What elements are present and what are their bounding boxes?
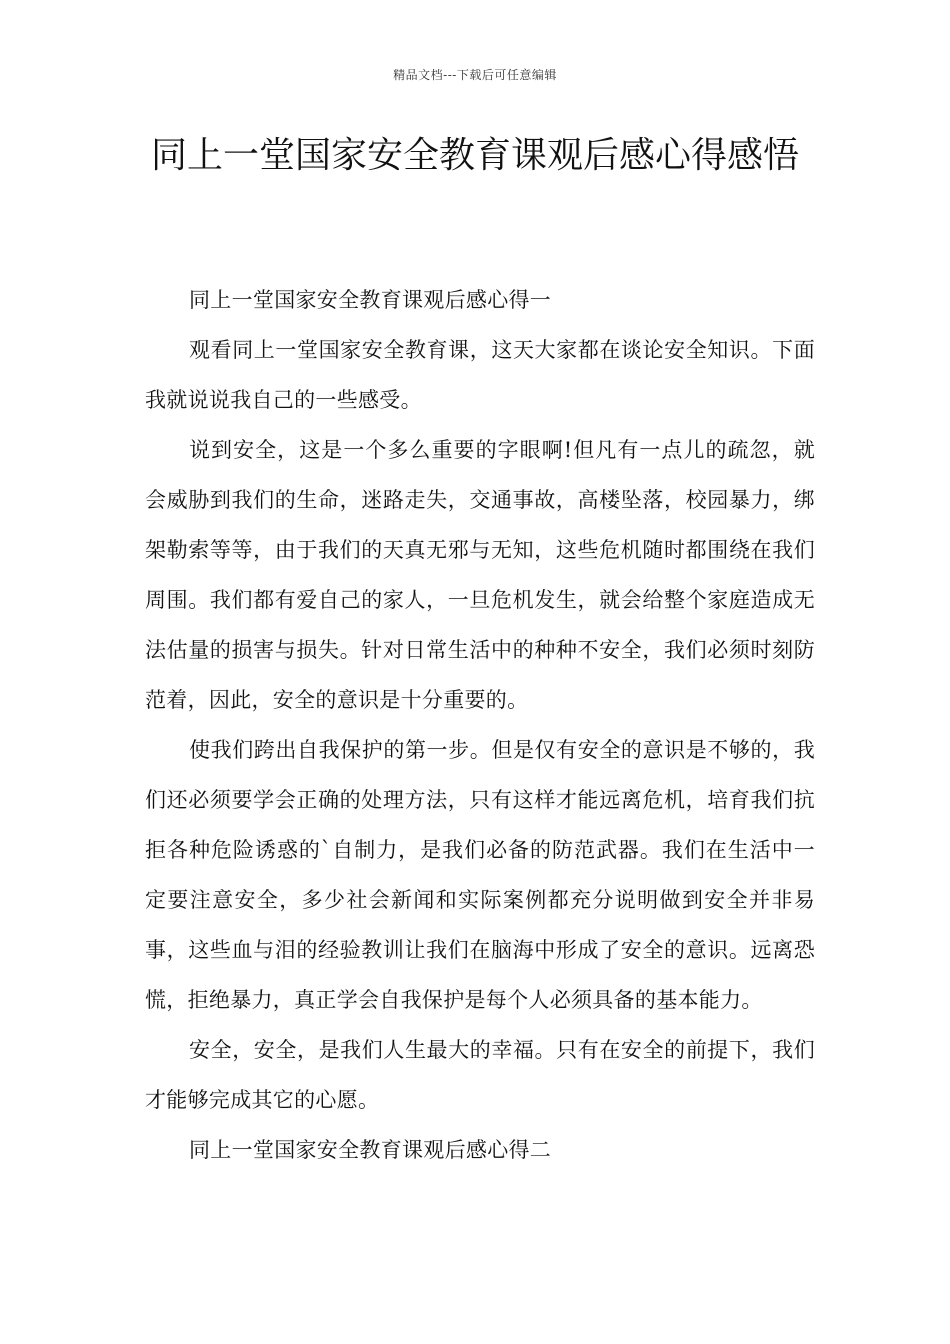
document-body [145,275,815,1175]
section-heading-2: 同上一堂国家安全教育课观后感心得二 [189,1138,552,1162]
paragraph-conclusion: 安全，安全，是我们人生最大的幸福。只有在安全的前提下，我们才能够完成其它的心愿。 [145,1038,815,1112]
paragraph-safety-importance: 说到安全，这是一个多么重要的字眼啊!但凡有一点儿的疏忽，就会威胁到我们的生命，迷路走失，交通事故，高楼坠落，校园暴力，绑架勒索等等，由于我们的天真无邪与无知，这些危机随时都围绕在我们周围。我们都有爱自己的家人，一旦危机发生，就会给整个家庭造成无法估量的损害与损失。针对日常生活中的种种不安全，我们必须时刻防范着，因此，安全的意识是十分重要的。 [145,438,815,712]
header-note: 精品文档---下载后可任意编辑 [393,68,557,82]
document-title: 同上一堂国家安全教育课观后感心得感悟 [150,135,799,176]
section-heading-1: 同上一堂国家安全教育课观后感心得一 [189,288,552,312]
paragraph-self-protection: 使我们跨出自我保护的第一步。但是仅有安全的意识是不够的，我们还必须要学会正确的处理方法，只有这样才能远离危机，培育我们抗拒各种危险诱惑的`自制力，是我们必备的防范武器。我们在生活中一定要注意安全，多少社会新闻和实际案例都充分说明做到安全并非易事，这些血与泪的经验教训让我们在脑海中形成了安全的意识。远离恐慌，拒绝暴力，真正学会自我保护是每个人必须具备的基本能力。 [145,738,815,1012]
paragraph-intro: 观看同上一堂国家安全教育课，这天大家都在谈论安全知识。下面我就说说我自己的一些感受。 [145,338,815,412]
